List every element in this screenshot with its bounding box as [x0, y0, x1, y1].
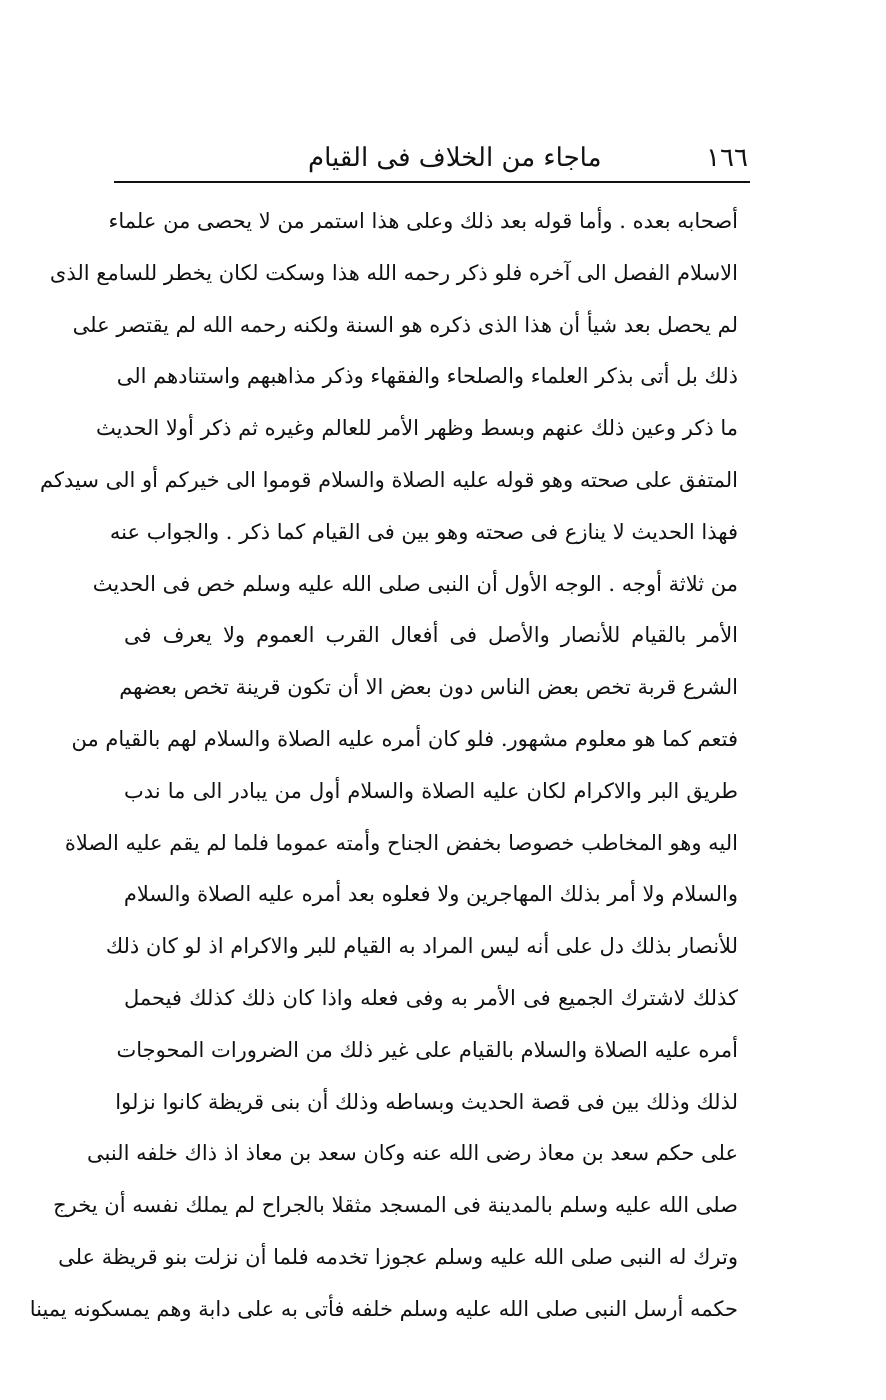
text-line: الشرع قربة تخص بعض الناس دون بعض الا أن تكون قرينة تخص بعضهم — [119, 675, 738, 700]
text-line: الأمر بالقيام للأنصار والأصل فى أفعال القرب العموم ولا يعرف فى — [124, 623, 738, 648]
text-line: الاسلام الفصل الى آخره فلو ذكر رحمه الله هذا وسكت لكان يخطر للسامع الذى — [49, 260, 738, 285]
text-line: اليه وهو المخاطب خصوصا بخفض الجناح وأمته عموما فلما لم يقم عليه الصلاة — [64, 830, 738, 855]
header-rule — [114, 181, 750, 183]
text-line: طريق البر والاكرام لكان عليه الصلاة والسلام أول من يبادر الى ما ندب — [124, 778, 738, 803]
text-line: صلى الله عليه وسلم بالمدينة فى المسجد مثقلا بالجراح لم يملك نفسه أن يخرج — [53, 1193, 738, 1218]
text-line: على حكم سعد بن معاذ رضى الله عنه وكان سعد بن معاذ اذ ذاك خلفه النبى — [87, 1141, 738, 1166]
page-header — [118, 136, 748, 180]
text-line: فتعم كما هو معلوم مشهور. فلو كان أمره عليه الصلاة والسلام لهم بالقيام من — [71, 726, 738, 751]
text-line: لم يحصل بعد شيأ أن هذا الذى ذكره هو السنة ولكنه رحمه الله لم يقتصر على — [72, 312, 738, 337]
text-line: أصحابه بعده . وأما قوله بعد ذلك وعلى هذا استمر من لا يحصى من علماء — [108, 209, 738, 233]
page-number: ١٦٦ — [706, 143, 748, 173]
text-line: ذلك بل أتى بذكر العلماء والصلحاء والفقهاء وذكر مذاهبهم واستنادهم الى — [116, 364, 738, 389]
text-line: حكمه أرسل النبى صلى الله عليه وسلم خلفه فأتى به على دابة وهم يمسكونه يمينا — [29, 1296, 738, 1321]
text-line: كذلك لاشترك الجميع فى الأمر به وفى فعله واذا كان ذلك كذلك فيحمل — [124, 985, 738, 1010]
text-line: للأنصار بذلك دل على أنه ليس المراد به القيام للبر والاكرام اذ لو كان ذلك — [105, 934, 738, 959]
text-line: والسلام ولا أمر بذلك المهاجرين ولا فعلوه بعد أمره عليه الصلاة والسلام — [123, 882, 738, 907]
body-text — [29, 196, 738, 1336]
text-line: أمره عليه الصلاة والسلام بالقيام على غير ذلك من الضرورات المحوجات — [116, 1037, 738, 1062]
text-line: وترك له النبى صلى الله عليه وسلم عجوزا تخدمه فلما أن نزلت بنو قريظة على — [58, 1244, 738, 1269]
text-line: المتفق على صحته وهو قوله عليه الصلاة والسلام قوموا الى خيركم أو الى سيدكم — [40, 467, 738, 492]
running-title: ماجاء من الخلاف فى القيام — [308, 143, 602, 173]
text-line: فهذا الحديث لا ينازع فى صحته وهو بين فى القيام كما ذكر . والجواب عنه — [109, 519, 738, 544]
text-line: ما ذكر وعين ذلك عنهم وبسط وظهر الأمر للعالم وغيره ثم ذكر أولا الحديث — [95, 416, 738, 441]
text-line: لذلك وذلك بين فى قصة الحديث وبساطه وذلك أن بنى قريظة كانوا نزلوا — [115, 1089, 738, 1114]
text-line: من ثلاثة أوجه . الوجه الأول أن النبى صلى الله عليه وسلم خص فى الحديث — [92, 571, 738, 596]
